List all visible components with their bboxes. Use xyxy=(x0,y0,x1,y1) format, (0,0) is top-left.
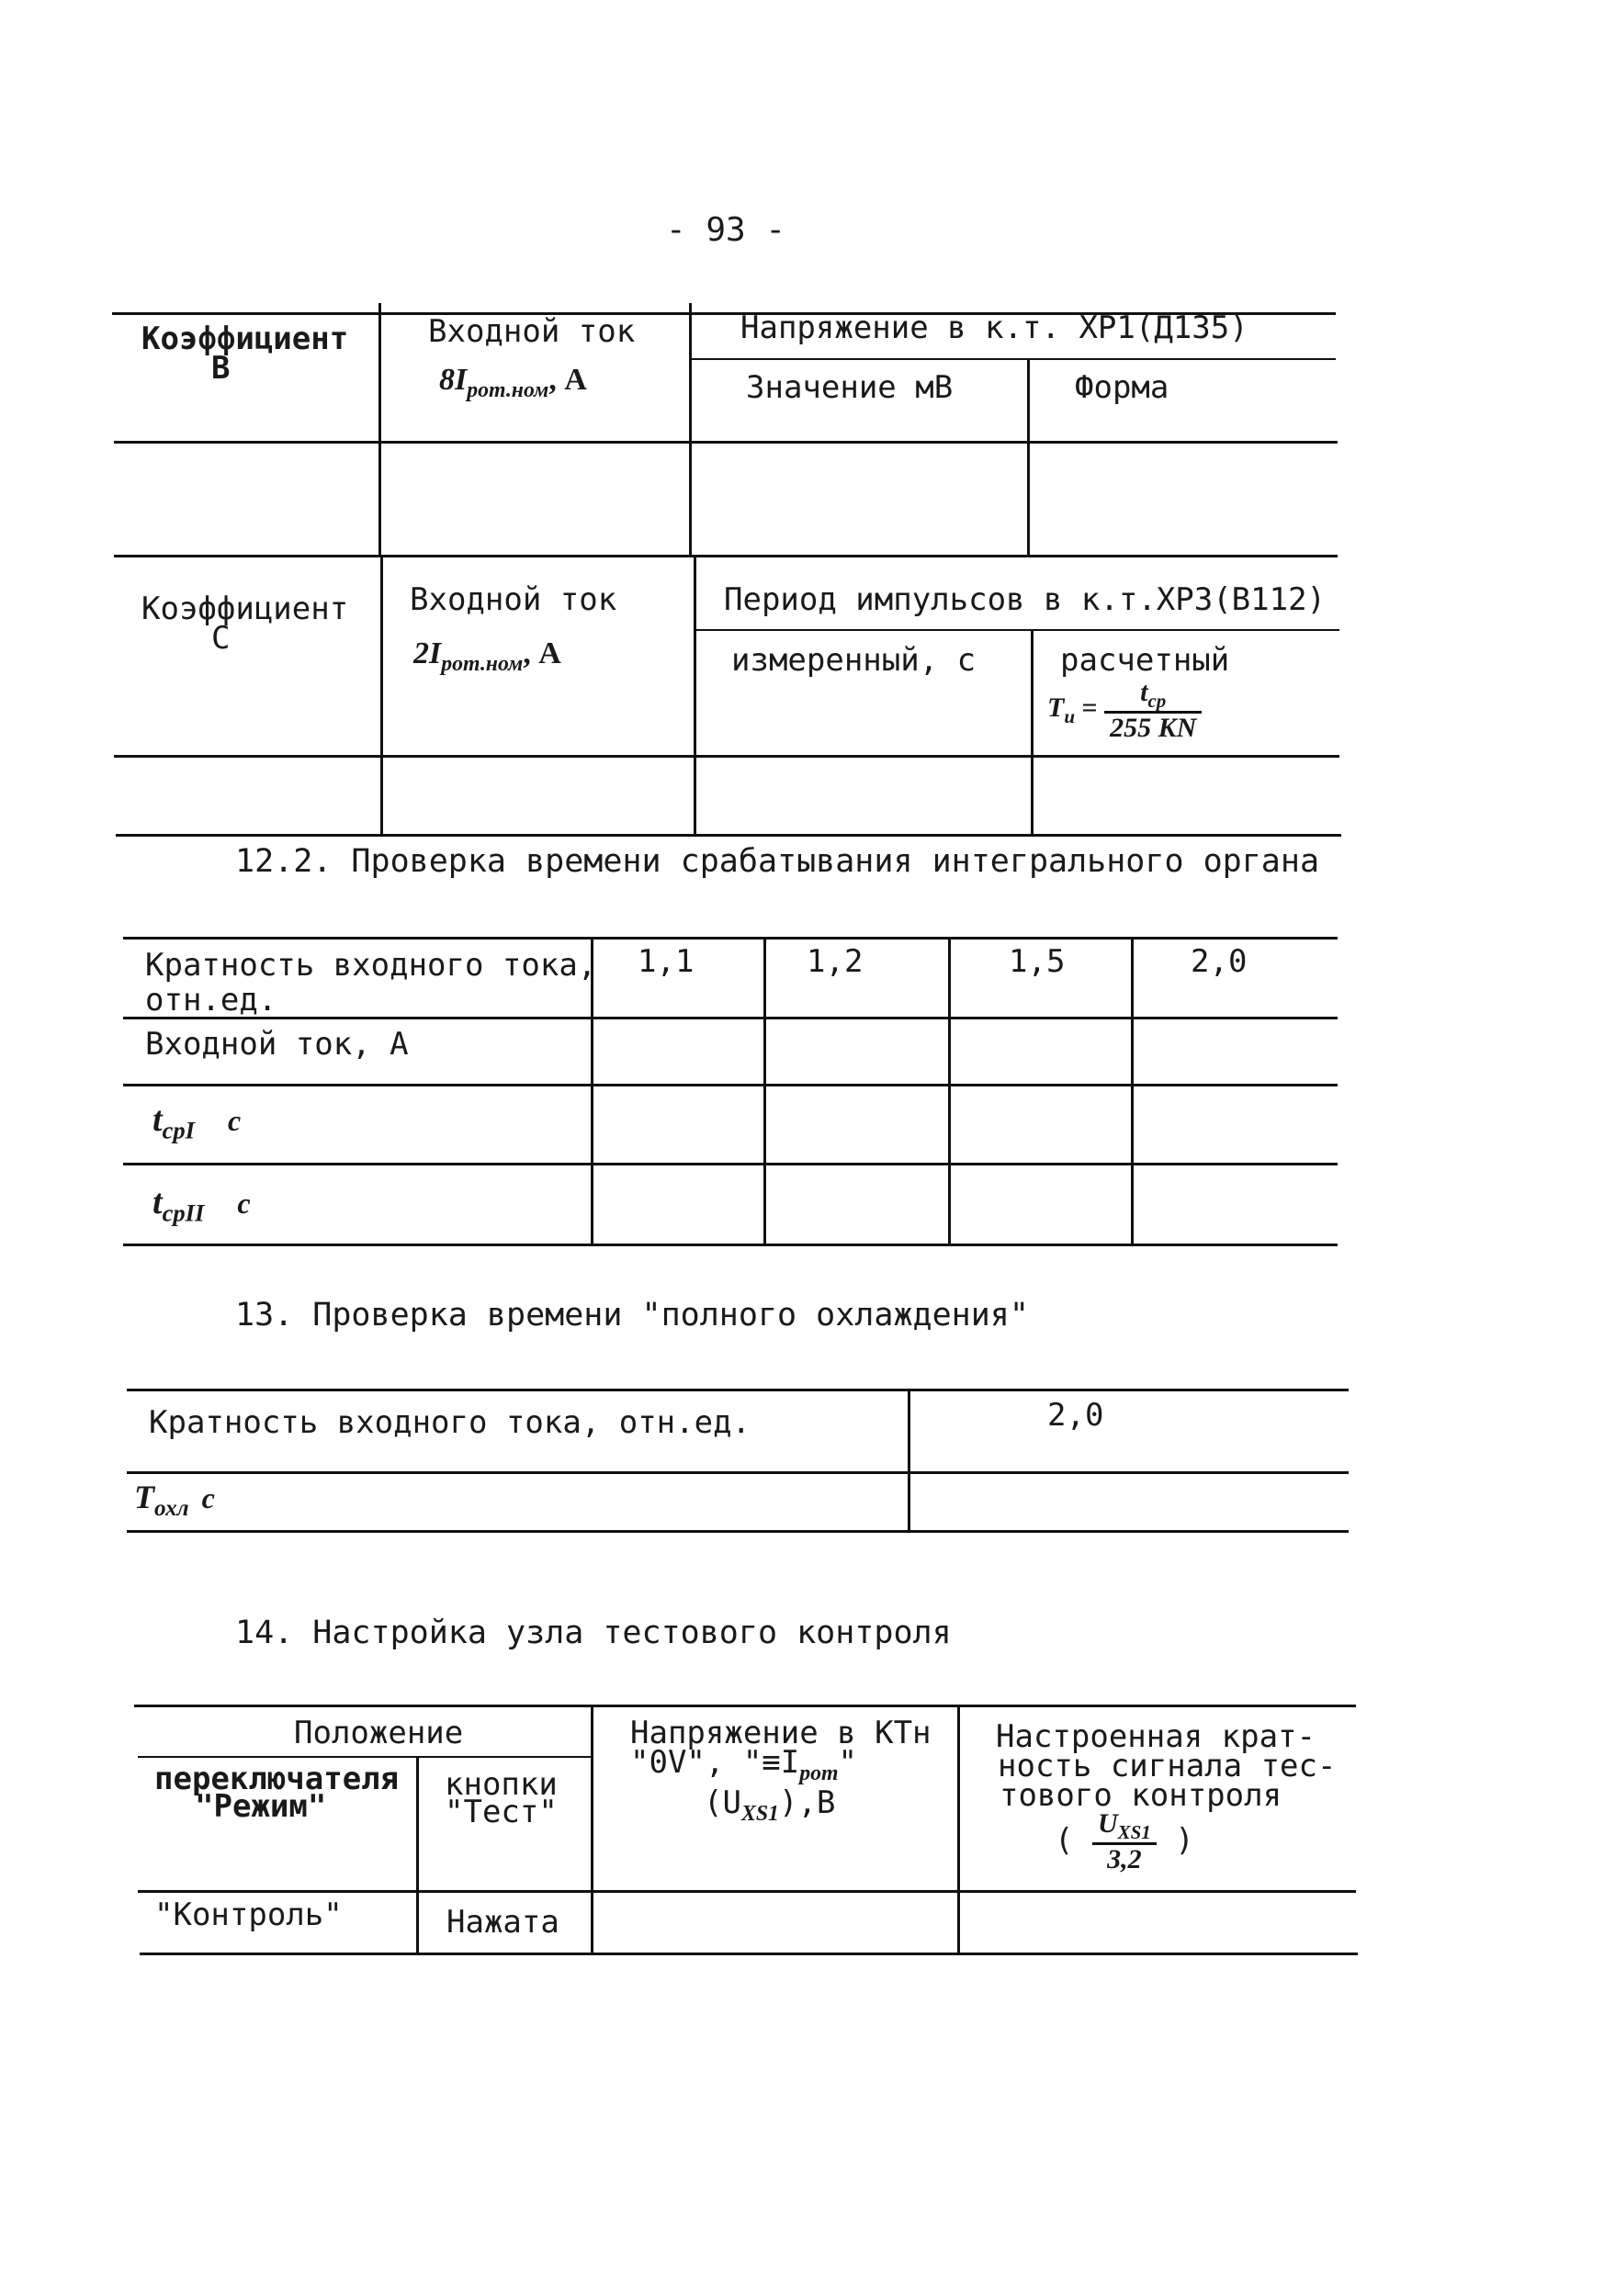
table-column-divider xyxy=(378,303,381,557)
multiple-row-header: Кратность входного тока, xyxy=(145,947,597,984)
table-column-divider xyxy=(380,557,383,836)
formula-subscript: рот.ном xyxy=(441,651,524,676)
multiplicity-numerator xyxy=(1092,1809,1157,1845)
table-column-divider xyxy=(763,937,766,1245)
cooling-symbol: T xyxy=(134,1479,154,1515)
table-column-divider xyxy=(591,1705,593,1954)
multiplicity-header: Настроенная крат- xyxy=(996,1718,1316,1755)
coefficient-header: Коэффициент xyxy=(141,591,349,627)
value-mv-header: Значение мВ xyxy=(746,369,954,406)
table-divider xyxy=(123,1163,1338,1165)
table-column-divider xyxy=(957,1705,960,1954)
voltage-points-quote: " xyxy=(838,1744,858,1781)
cooling-time-label xyxy=(134,1480,215,1522)
table-border-bottom xyxy=(114,555,1338,557)
table-column-divider xyxy=(694,557,696,836)
coefficient-letter: В xyxy=(211,350,231,387)
table-column-divider xyxy=(908,1389,910,1532)
calculated-header: расчетный xyxy=(1060,642,1230,679)
multiplicity-num-symbol: U xyxy=(1097,1808,1118,1839)
multiple-value: 1,2 xyxy=(807,943,864,980)
table-divider xyxy=(127,1471,1349,1474)
multiplicity-num-sub: XS1 xyxy=(1117,1821,1151,1843)
page-number: - 93 - xyxy=(666,211,786,249)
section-14-heading: 14. Настройка узла тестового контроля xyxy=(235,1615,952,1651)
coefficient-header: Коэффициент xyxy=(141,321,349,357)
multiple-value: 2,0 xyxy=(1047,1397,1104,1434)
voltage-formula-sub: XS1 xyxy=(740,1801,779,1826)
formula-lhs-sub: и xyxy=(1064,705,1076,728)
button-value: Нажата xyxy=(446,1904,559,1941)
formula-prefix: 2 xyxy=(413,636,429,670)
multiple-value: 1,1 xyxy=(638,943,695,980)
button-header-test: "Тест" xyxy=(445,1794,558,1830)
section-13-heading: 13. Проверка времени "полного охлаждения" xyxy=(235,1297,1029,1334)
table-column-divider xyxy=(1027,360,1030,557)
formula-subscript: рот.ном xyxy=(467,377,549,402)
table-divider xyxy=(123,1084,1338,1086)
formula-unit: , А xyxy=(523,636,561,670)
formula-unit: , А xyxy=(548,363,587,397)
table-divider xyxy=(123,1017,1338,1019)
table-column-divider xyxy=(416,1758,419,1954)
multiplicity-fraction xyxy=(1092,1809,1157,1874)
voltage-formula-open: (U xyxy=(704,1784,741,1821)
formula-denominator: 255 KN xyxy=(1110,713,1197,744)
cooling-unit: c xyxy=(201,1481,215,1514)
numerator-symbol: t xyxy=(1140,677,1148,707)
table-border-top xyxy=(123,937,1338,940)
button-header: кнопки xyxy=(445,1766,558,1803)
formula-numerator xyxy=(1104,678,1202,714)
formula-fraction xyxy=(1104,678,1202,743)
operate-time-2-label xyxy=(152,1185,251,1227)
multiplicity-denominator: 3,2 xyxy=(1107,1844,1142,1875)
table-divider xyxy=(138,1890,1356,1893)
table-column-divider xyxy=(1031,631,1034,836)
input-current-formula xyxy=(439,364,587,402)
table-divider xyxy=(696,629,1339,631)
voltage-group-header: Напряжение в к.т. ХР1(Д135) xyxy=(740,310,1248,346)
multiple-value: 1,5 xyxy=(1009,943,1066,980)
pulse-period-header: Период импульсов в к.т.ХР3(В112) xyxy=(724,581,1327,618)
waveform-header: Форма xyxy=(1075,369,1169,406)
switch-value: "Контроль" xyxy=(154,1896,343,1933)
switch-header-mode: "Режим" xyxy=(195,1788,327,1825)
table-column-divider xyxy=(1131,937,1134,1245)
table-border-bottom xyxy=(123,1244,1338,1246)
time-unit: c xyxy=(228,1104,242,1137)
table-divider xyxy=(114,441,1338,444)
cooling-subscript: охл xyxy=(154,1496,189,1522)
voltage-header-points xyxy=(630,1744,858,1785)
multiple-value: 2,0 xyxy=(1191,943,1248,980)
table-column-divider xyxy=(689,303,692,557)
multiplicity-formula: ( $\frac{U_{XS1}}{3,2}$ ) xyxy=(1055,1808,1194,1875)
formula-lhs: T xyxy=(1047,692,1065,724)
table-divider xyxy=(138,1756,592,1758)
time-unit: c xyxy=(237,1187,251,1220)
measured-header: измеренный, с xyxy=(731,642,977,679)
multiple-row-header: Кратность входного тока, отн.ед. xyxy=(149,1404,751,1441)
formula-equals: = xyxy=(1081,692,1098,724)
input-current-header: Входной ток xyxy=(428,313,636,350)
time-symbol: t xyxy=(152,1100,163,1139)
section-12-2-heading: 12.2. Проверка времени срабатывания интегрального органа xyxy=(235,843,1320,880)
numerator-sub: ср xyxy=(1147,690,1167,712)
voltage-header: Напряжение в КТн xyxy=(630,1715,932,1751)
voltage-formula-close: ),В xyxy=(778,1784,836,1821)
voltage-points-text: "0V", "≡I xyxy=(630,1744,800,1781)
time-subscript: срI xyxy=(162,1116,196,1144)
period-formula xyxy=(1047,678,1202,743)
table-border-top xyxy=(127,1389,1349,1391)
multiplicity-header-3: тового контроля xyxy=(1000,1777,1282,1814)
table-divider xyxy=(114,755,1339,758)
multiplicity-header-2: ность сигнала тес- xyxy=(998,1748,1337,1784)
input-current-formula xyxy=(413,637,561,676)
table-border-bottom xyxy=(116,834,1341,837)
time-subscript: срII xyxy=(162,1199,205,1227)
formula-prefix: 8 xyxy=(439,363,455,397)
table-divider xyxy=(692,358,1336,360)
input-current-row-label: Входной ток, А xyxy=(145,1026,409,1063)
table-border-bottom xyxy=(140,1953,1358,1955)
operate-time-1-label xyxy=(152,1102,241,1144)
voltage-points-sub: рот xyxy=(799,1761,839,1785)
input-current-header: Входной ток xyxy=(410,581,617,618)
formula-symbol: I xyxy=(455,363,468,397)
multiple-row-header-unit: отн.ед. xyxy=(145,982,277,1019)
table-column-divider xyxy=(948,937,951,1245)
formula-symbol: I xyxy=(429,636,442,670)
voltage-header-formula xyxy=(704,1784,836,1826)
coefficient-letter: С xyxy=(211,620,231,657)
position-header: Положение xyxy=(294,1715,464,1751)
switch-header: переключателя xyxy=(154,1761,400,1797)
table-border-top xyxy=(134,1705,1356,1707)
table-border-bottom xyxy=(127,1530,1349,1533)
time-symbol: t xyxy=(152,1183,163,1221)
